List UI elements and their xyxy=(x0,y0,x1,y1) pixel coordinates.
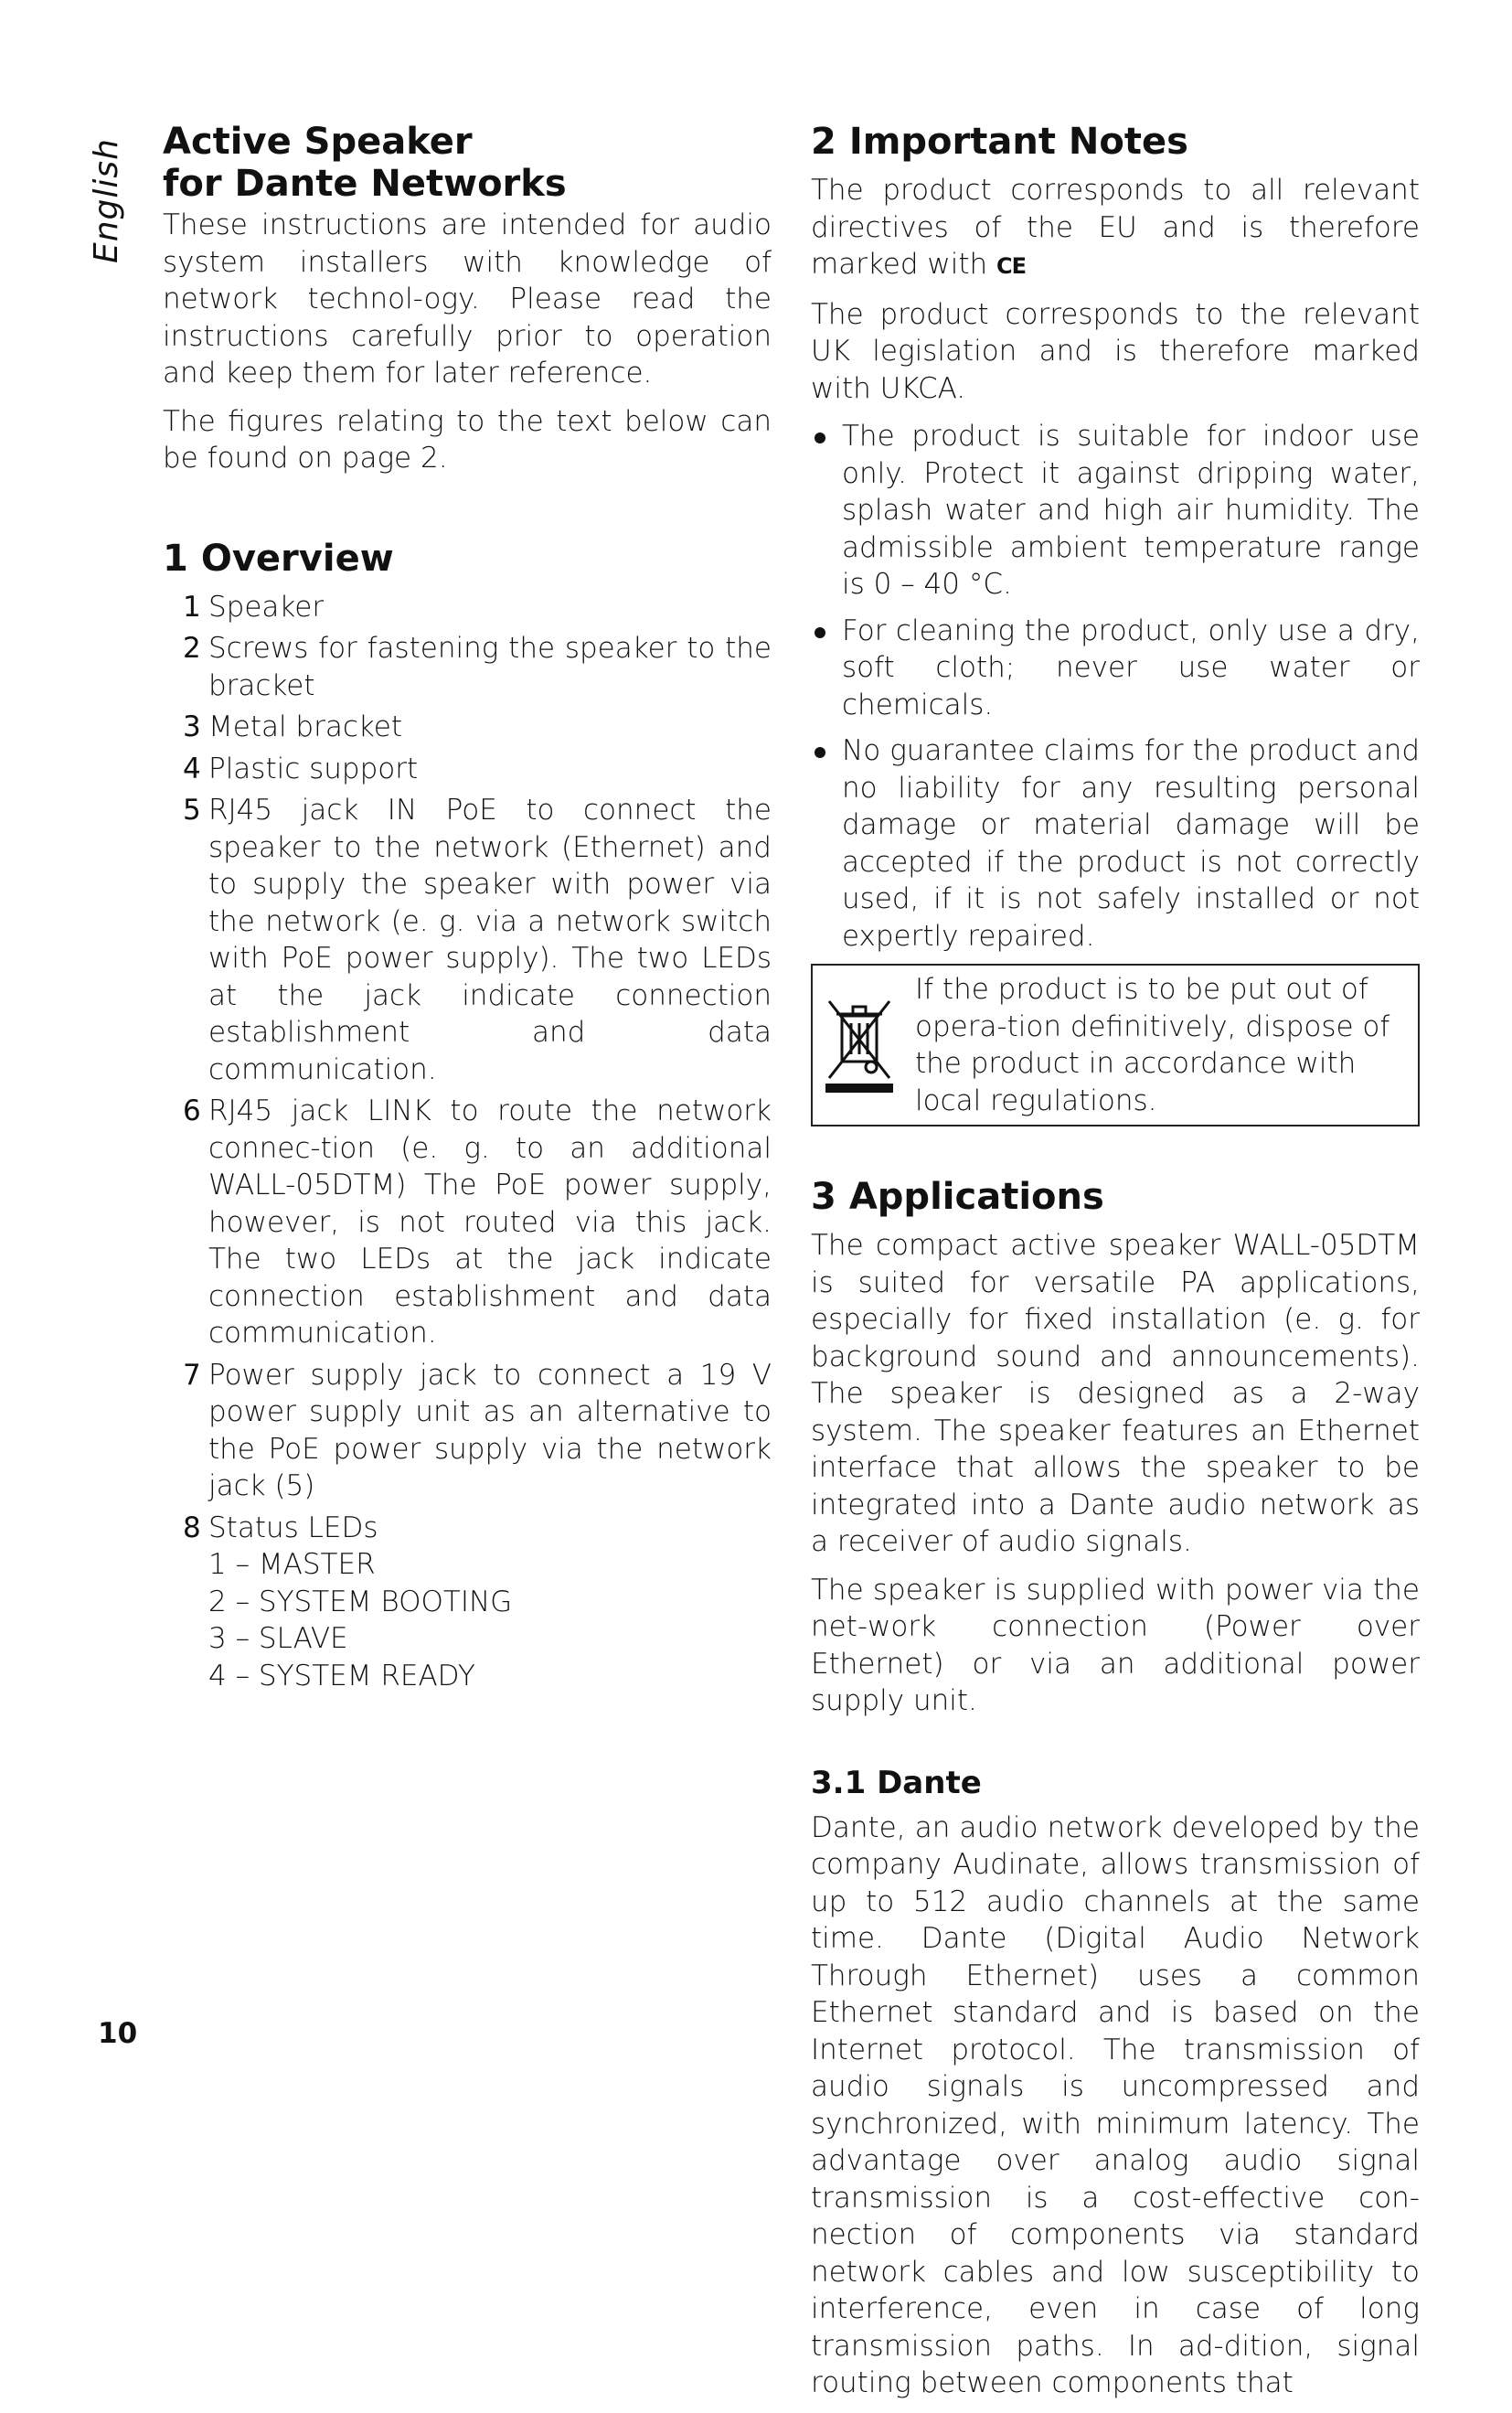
bullet-item: The product is suitable for indoor use only. Protect it against dripping water, splash water and high air humidity. The admissible ambient temperature range is 0 – 40 °C. xyxy=(811,418,1420,603)
ce-mark: CE xyxy=(996,253,1027,279)
applications-paragraph-1: The compact active speaker WALL-05DTM is suited for versatile PA applications, especially for fixed installation (e. g. for background sound and announcements). The speaker is designed as a 2-way system. The speaker features an Ethernet interface that allows the speaker to be integrated into a Dante audio network as a receiver of audio signals. xyxy=(811,1229,1420,1558)
applications-heading xyxy=(811,1176,1420,1218)
disposal-notice xyxy=(811,964,1420,1126)
overview-item: 4 Plastic support xyxy=(183,752,419,785)
led-item: 3 – SLAVE xyxy=(208,1622,348,1655)
notes-number: 2 xyxy=(811,121,836,163)
overview-title: Overview xyxy=(200,537,394,580)
overview-item: 2 Screws for fastening the speaker to the bracket xyxy=(183,632,772,702)
bullet-icon xyxy=(815,432,825,443)
applications-title: Applications xyxy=(848,1176,1104,1218)
bullet-icon xyxy=(815,747,825,758)
overview-item: 8 Status LEDs 1 – MASTER 2 – SYSTEM BOOTING 3 – SLAVE 4 – SYSTEM READY xyxy=(183,1510,772,1695)
language-label: English xyxy=(88,138,125,263)
notes-heading xyxy=(811,121,1420,163)
bullet-item: For cleaning the product, only use a dry, soft cloth; never use water or chemicals. xyxy=(811,613,1420,724)
overview-item: 1 Speaker xyxy=(183,590,325,624)
document-title xyxy=(163,121,772,205)
applications-paragraph-2: The speaker is supplied with power via the net-work connection (Power over Ethernet) or via an additional power supply unit. xyxy=(811,1573,1420,1717)
title-line-2: for Dante Networks xyxy=(163,163,567,205)
status-leds-label: Status LEDs xyxy=(208,1511,378,1544)
intro-paragraph-2: The figures relating to the text below can be found on page 2. xyxy=(163,404,772,475)
title-line-1: Active Speaker xyxy=(163,121,473,163)
bullet-item: No guarantee claims for the product and no liability for any resulting personal damage or material damage will be accepted if the product is not correctly used, if it is not safely installed or not expertly repaired. xyxy=(811,732,1420,955)
left-column xyxy=(163,121,772,1699)
led-item: 4 – SYSTEM READY xyxy=(208,1659,475,1692)
disposal-text: If the product is to be put out of opera-tion definitively, dispose of the product in accordance with local regulations. xyxy=(915,973,1390,1117)
bullet-icon xyxy=(815,627,825,638)
overview-item: 6 RJ45 jack LINK to route the network connec-tion (e. g. to an additional WALL-05DTM) The PoE power supply, however, is not routed via this jack. The two LEDs at the jack indicate connection establishment and data communication. xyxy=(183,1094,772,1350)
overview-number: 1 xyxy=(163,537,188,580)
overview-item: 5 RJ45 jack IN PoE to connect the speaker to the network (Ethernet) and to supply the speaker with power via the network (e. g. via a network switch with PoE power supply). The two LEDs at the jack indicate connection establishment and data communication. xyxy=(183,794,772,1086)
page-number: 10 xyxy=(98,2017,138,2050)
notes-bullet-list xyxy=(811,418,1420,955)
applications-number: 3 xyxy=(811,1176,836,1218)
overview-item: 3 Metal bracket xyxy=(183,710,402,743)
led-item: 2 – SYSTEM BOOTING xyxy=(208,1585,513,1618)
intro-paragraph-1: These instructions are intended for audio system installers with knowledge of network technol-ogy. Please read the instructions carefully prior to operation and keep them for later reference. xyxy=(163,208,772,390)
ukca-paragraph: The product corresponds to the relevant UK legislation and is therefore marked with UKCA. xyxy=(811,297,1420,405)
overview-item: 7 Power supply jack to connect a 19 V power supply unit as an alternative to the PoE power supply via the network jack (5) xyxy=(183,1358,772,1502)
dante-paragraph: Dante, an audio network developed by the company Audinate, allows transmission of up to 512 audio channels at the same time. Dante (Digital Audio Network Through Ethernet) uses a common Ethernet standard and is based on the Internet protocol. The transmission of audio signals is uncompressed and synchronized, with minimum latency. The advantage over analog audio signal transmission is a cost-effective con-nection of components via standard network cables and low susceptibility to interference, even in case of long transmission paths. In ad-dition, signal routing between components that xyxy=(811,1810,1420,2399)
ce-paragraph: The product corresponds to all relevant directives of the EU and is therefore marked with CE xyxy=(811,174,1420,281)
notes-title: Important Notes xyxy=(848,121,1188,163)
overview-list xyxy=(163,589,772,1695)
led-item: 1 – MASTER xyxy=(208,1548,376,1581)
crossed-out-bin-icon xyxy=(820,994,899,1096)
dante-heading: 3.1 Dante xyxy=(811,1764,982,1801)
overview-heading xyxy=(163,538,772,580)
right-column xyxy=(811,121,1420,2413)
